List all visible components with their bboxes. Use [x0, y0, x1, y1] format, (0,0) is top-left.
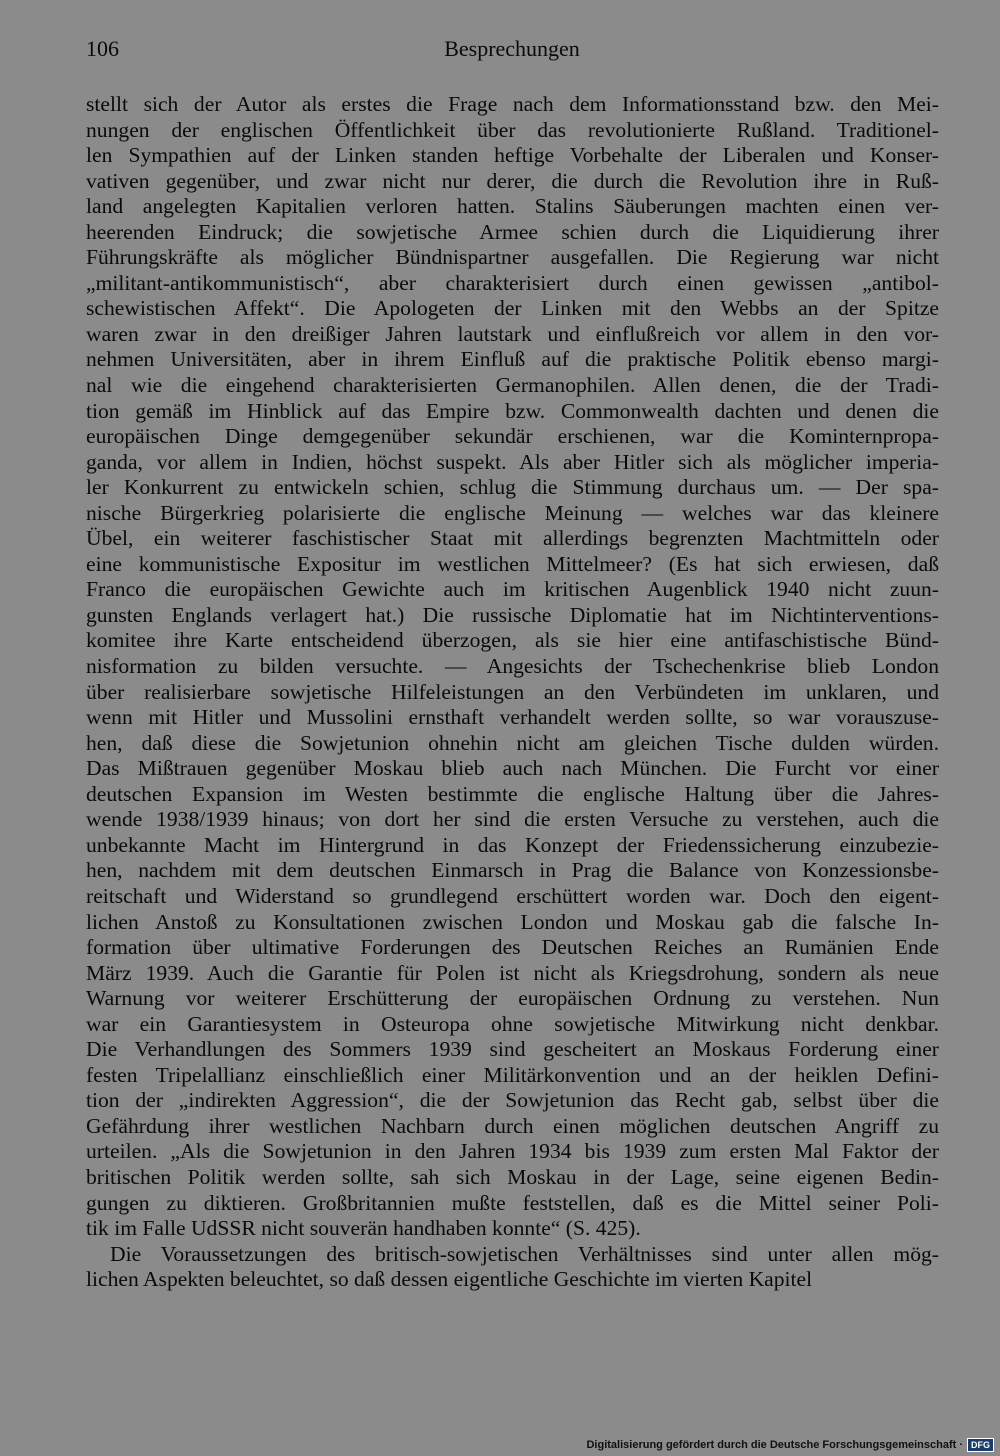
- text-line: land angelegten Kapitalien verloren hatten. Stalins Säuberungen machten einen ver-: [86, 194, 939, 219]
- text-line: tion der „indirekten Aggression“, die der Sowjetunion das Recht gab, selbst über die: [86, 1088, 939, 1113]
- running-head: Besprechungen: [444, 36, 580, 61]
- text-line: lichen Anstoß zu Konsultationen zwischen London und Moskau gab die falsche In-: [86, 909, 939, 934]
- text-line: deutschen Expansion im Westen bestimmte die englische Haltung über die Jahres-: [86, 781, 939, 806]
- text-line: heerenden Eindruck; die sowjetische Armee schien durch die Liquidierung ihrer: [86, 219, 939, 244]
- text-line: nisformation zu bilden versuchte. — Angesichts der Tschechenkrise blieb London: [86, 654, 939, 679]
- text-line: Führungskräfte als möglicher Bündnispartner ausgefallen. Die Regierung war nicht: [86, 245, 939, 270]
- text-line: Übel, ein weiterer faschistischer Staat mit allerdings begrenzten Machtmitteln oder: [86, 526, 939, 551]
- text-line: waren zwar in den dreißiger Jahren lautstark und einflußreich vor allem in den vor-: [86, 321, 939, 346]
- body-text: [86, 92, 939, 1293]
- text-line: len Sympathien auf der Linken standen heftige Vorbehalte der Liberalen und Konser-: [86, 143, 939, 168]
- text-line: schewistischen Affekt“. Die Apologeten der Linken mit den Webbs an der Spitze: [86, 296, 939, 321]
- text-line: festen Tripelallianz einschließlich einer Militärkonvention und an der heiklen Defini-: [86, 1062, 939, 1087]
- text-line: komitee ihre Karte entscheidend überzogen, als sie hier eine antifaschistische Bünd-: [86, 628, 939, 653]
- dfg-logo: DFG: [967, 1438, 994, 1452]
- page-number: 106: [86, 36, 119, 61]
- text-line: tion gemäß im Hinblick auf das Empire bzw. Commonwealth dachten und denen die: [86, 398, 939, 423]
- text-line: hen, daß diese die Sowjetunion ohnehin nicht am gleichen Tische dulden würden.: [86, 730, 939, 755]
- text-line: urteilen. „Als die Sowjetunion in den Jahren 1934 bis 1939 zum ersten Mal Faktor der: [86, 1139, 939, 1164]
- text-line: ganda, vor allem in Indien, höchst suspekt. Als aber Hitler sich als möglicher imperia-: [86, 449, 939, 474]
- text-line: stellt sich der Autor als erstes die Frage nach dem Informationsstand bzw. den Mei-: [86, 92, 939, 116]
- text-line: Die Verhandlungen des Sommers 1939 sind gescheitert an Moskaus Forderung einer: [86, 1037, 939, 1062]
- text-line: reitschaft und Widerstand so grundlegend erschüttert worden war. Doch den eigent-: [86, 883, 939, 908]
- footer-text: Digitalisierung gefördert durch die Deutsche Forschungsgemeinschaft ·: [586, 1439, 963, 1451]
- text-line: tik im Falle UdSSR nicht souverän handhaben konnte“ (S. 425).: [86, 1216, 641, 1241]
- text-line: über realisierbare sowjetische Hilfeleistungen an den Verbündeten im unklaren, und: [86, 679, 939, 704]
- text-line: gungen zu diktieren. Großbritannien mußte feststellen, daß es die Mittel seiner Poli-: [86, 1190, 939, 1215]
- paragraph: [86, 1242, 939, 1293]
- text-line: gunsten Englands verlagert hat.) Die russische Diplomatie hat im Nichtinterventions-: [86, 602, 939, 627]
- text-line: unbekannte Macht im Hintergrund in das Konzept der Friedenssicherung einzubezie-: [86, 832, 939, 857]
- text-line: nische Bürgerkrieg polarisierte die englische Meinung — welches war das kleinere: [86, 500, 939, 525]
- text-line: war ein Garantiesystem in Osteuropa ohne sowjetische Mitwirkung nicht denkbar.: [86, 1011, 939, 1036]
- text-line: „militant-antikommunistisch“, aber charakterisiert durch einen gewissen „antibol-: [86, 270, 939, 295]
- text-line: vativen gegenüber, und zwar nicht nur derer, die durch die Revolution ihre in Ruß-: [86, 168, 939, 193]
- paragraph: [86, 92, 939, 1242]
- text-line: nal wie die eingehend charakterisierten Germanophilen. Allen denen, die der Tradi-: [86, 373, 939, 398]
- text-line: europäischen Dinge demgegenüber sekundär erschienen, war die Kominternpropa-: [86, 424, 939, 449]
- text-line: Warnung vor weiterer Erschütterung der europäischen Ordnung zu verstehen. Nun: [86, 986, 939, 1011]
- text-line: Franco die europäischen Gewichte auch im kritischen Augenblick 1940 nicht zuun-: [86, 577, 939, 602]
- text-line: ler Konkurrent zu entwickeln schien, schlug die Stimmung durchaus um. — Der spa-: [86, 475, 939, 500]
- text-line: eine kommunistische Expositur im westlichen Mittelmeer? (Es hat sich erwiesen, daß: [86, 551, 939, 576]
- text-line: März 1939. Auch die Garantie für Polen ist nicht als Kriegsdrohung, sondern als neue: [86, 960, 939, 985]
- text-line: wenn mit Hitler und Mussolini ernsthaft verhandelt werden sollte, so war vorauszuse-: [86, 705, 939, 730]
- text-line: wende 1938/1939 hinaus; von dort her sind die ersten Versuche zu verstehen, auch die: [86, 807, 939, 832]
- text-line: nehmen Universitäten, aber in ihrem Einfluß auf die praktische Politik ebenso margi-: [86, 347, 939, 372]
- text-line: Das Mißtrauen gegenüber Moskau blieb auch nach München. Die Furcht vor einer: [86, 756, 939, 781]
- text-line: lichen Aspekten beleuchtet, so daß dessen eigentliche Geschichte im vierten Kapitel: [86, 1267, 813, 1292]
- text-line: hen, nachdem mit dem deutschen Einmarsch in Prag die Balance von Konzessionsbe-: [86, 858, 939, 883]
- text-line: britischen Politik werden sollte, sah sich Moskau in der Lage, seine eigenen Bedin-: [86, 1164, 939, 1189]
- text-line: Die Voraussetzungen des britisch-sowjetischen Verhältnisses sind unter allen mög-: [110, 1241, 939, 1266]
- digitization-footer: [586, 1436, 994, 1454]
- text-line: nungen der englischen Öffentlichkeit über das revolutionierte Rußland. Traditionel-: [86, 117, 939, 142]
- page-header: [86, 36, 938, 66]
- text-line: Gefährdung ihrer westlichen Nachbarn durch einen möglichen deutschen Angriff zu: [86, 1113, 939, 1138]
- text-line: formation über ultimative Forderungen des Deutschen Reiches an Rumänien Ende: [86, 935, 939, 960]
